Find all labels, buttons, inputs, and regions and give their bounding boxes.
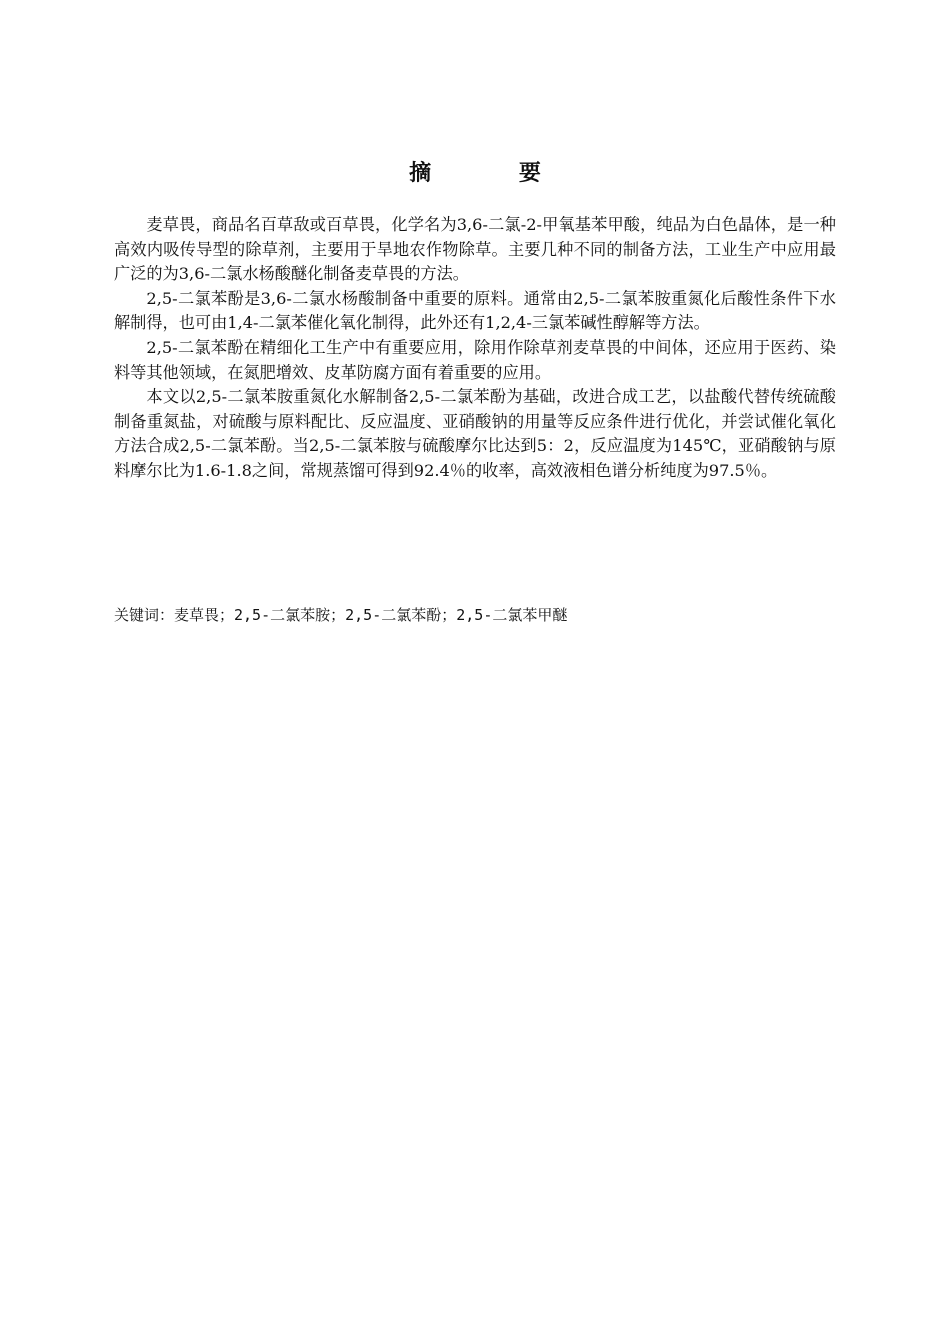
abstract-paragraph-4: 本文以2,5-二氯苯胺重氮化水解制备2,5-二氯苯酚为基础，改进合成工艺，以盐酸代替传统硫酸制备重氮盐，对硫酸与原料配比、反应温度、亚硝酸钠的用量等反应条件进行优化，并尝试催化氧化方法合成2,5-二氯苯酚。当2,5-二氯苯胺与硫酸摩尔比达到5：2，反应温度为145℃，亚硝酸钠与原料摩尔比为1.6-1.8之间，常规蒸馏可得到92.4％的收率，高效液相色谱分析纯度为97.5％。: [114, 387, 836, 480]
keywords-line: 关键词：麦草畏；2,5-二氯苯胺；2,5-二氯苯酚；2,5-二氯苯甲醚: [114, 606, 568, 624]
abstract-paragraph-3: 2,5-二氯苯酚在精细化工生产中有重要应用，除用作除草剂麦草畏的中间体，还应用于医药、染料等其他领域，在氮肥增效、皮革防腐方面有着重要的应用。: [114, 337, 836, 382]
abstract-title: 摘 要: [409, 161, 581, 186]
abstract-body: [114, 213, 836, 484]
abstract-paragraph-2: 2,5-二氯苯酚是3,6-二氯水杨酸制备中重要的原料。通常由2,5-二氯苯胺重氮化后酸性条件下水解制得，也可由1,4-二氯苯催化氧化制得，此外还有1,2,4-三氯苯碱性醇解等方法。: [114, 288, 836, 333]
abstract-paragraph-1: 麦草畏，商品名百草敌或百草畏，化学名为3,6-二氯-2-甲氧基苯甲酸，纯品为白色晶体，是一种高效内吸传导型的除草剂，主要用于旱地农作物除草。主要几种不同的制备方法，工业生产中应用最广泛的为3,6-二氯水杨酸醚化制备麦草畏的方法。: [114, 215, 836, 284]
